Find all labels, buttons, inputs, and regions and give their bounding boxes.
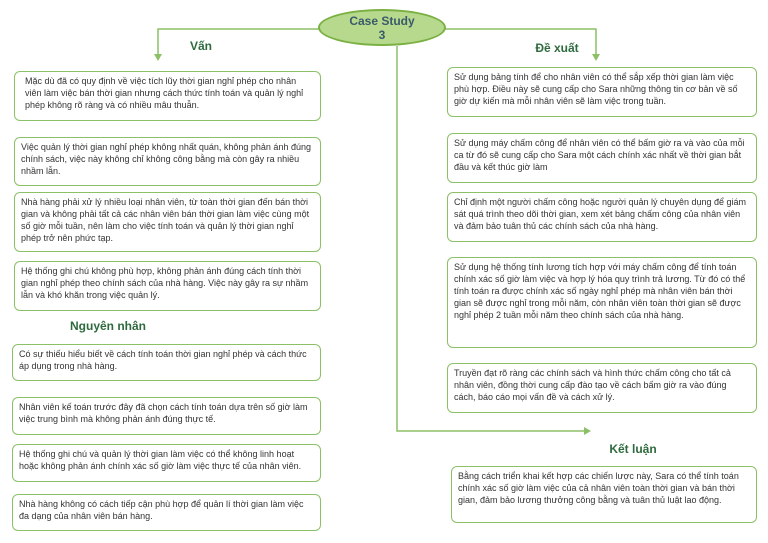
problem-box-3: Nhà hàng phải xử lý nhiều loại nhân viên, từ toàn thời gian đến bán thời gian và không phải tất cả các nhân viên bán thời gian làm việc cùng một số giờ mỗi tuần, nên làm cho việc tính toán và quản lý thời gian nghỉ phép trở nên phức tạp. <box>14 192 321 252</box>
conclusion-heading: Kết luận <box>609 442 657 456</box>
problem-box-1: Mặc dù đã có quy định về việc tích lũy thời gian nghỉ phép cho nhân viên làm việc bán thời gian nhưng cách thức tính toán và quản lý nghỉ phép không rõ ràng và có nhiều mâu thuẫn. <box>14 71 321 121</box>
cause-box-1: Có sự thiếu hiểu biết về cách tính toán thời gian nghỉ phép và cách thức áp dụng trong nhà hàng. <box>12 344 321 381</box>
proposal-box-4: Sử dụng hệ thống tính lương tích hợp với máy chấm công để tính toán chính xác số giờ làm việc và hợp lý hóa quy trình trả lương. Từ đó có thể tính toán ra được chính xác số ngày nghỉ phép mà nhân viên bán thời gian sẽ được nghỉ trong mỗi năm, còn nhân viên toàn thời gian sẽ được nghỉ phép 2 tuần mỗi năm theo chính sách của nhà hàng. <box>447 257 757 348</box>
central-topic-number: 3 <box>378 27 386 42</box>
problem-heading: Vấn <box>189 39 212 53</box>
cause-box-4: Nhà hàng không có cách tiếp cận phù hợp để quản lí thời gian làm việc đa dạng của nhân viên bán hàng. <box>12 494 321 531</box>
arrowhead-problem <box>154 54 162 61</box>
central-topic-title: Case Study <box>349 13 415 28</box>
proposal-box-3: Chỉ định một người chấm công hoặc người quản lý chuyên dụng để giám sát quá trình theo dõi thời gian, xem xét bảng chấm công của nhân viên và đảm bảo tuân thủ các chính sách của nhà hàng. <box>447 192 757 242</box>
arrowhead-conclusion <box>584 427 591 435</box>
cause-heading: Nguyên nhân <box>70 319 146 333</box>
central-topic-node[interactable] <box>318 9 446 46</box>
proposal-box-5: Truyền đạt rõ ràng các chính sách và hình thức chấm công cho tất cả nhân viên, đồng thời cung cấp đào tạo về cách bấm giờ ra vào đúng cách, báo cáo mọi vấn đề và cách xử lý. <box>447 363 757 413</box>
proposal-box-2: Sử dụng máy chấm công để nhân viên có thể bấm giờ ra và vào của mỗi ca từ đó sẽ cung cấp cho Sara một cách chính xác nhất về thời gian bắt đầu và kết thúc giờ làm <box>447 133 757 183</box>
cause-box-3: Hệ thống ghi chú và quản lý thời gian làm việc có thể không linh hoạt hoặc không phản ánh chính xác số giờ làm việc thực tế của nhân viên. <box>12 444 321 482</box>
cause-box-2: Nhân viên kế toán trước đây đã chọn cách tính toán dựa trên số giờ làm việc trung bình mà không phản ánh đúng thực tế. <box>12 397 321 435</box>
problem-box-2: Việc quản lý thời gian nghỉ phép không nhất quán, không phản ánh đúng chính sách, việc này không chỉ không công bằng mà còn gây ra nhiều nhầm lẫn. <box>14 137 321 186</box>
conclusion-box: Bằng cách triển khai kết hợp các chiến lược này, Sara có thể tính toán chính xác số giờ làm việc của cả nhân viên toàn thời gian và bán thời gian, đảm bảo lương thưởng công bằng và tuân thủ luật lao động. <box>451 466 757 523</box>
proposal-box-1: Sử dụng bảng tính để cho nhân viên có thể sắp xếp thời gian làm việc phù hợp. Điều này sẽ cung cấp cho Sara những thông tin cơ bản về số giờ dự kiến mà mỗi nhân viên sẽ làm việc trong tuần. <box>447 67 757 117</box>
arrowhead-proposal <box>592 54 600 61</box>
proposal-heading: Đề xuất <box>535 41 579 55</box>
problem-box-4: Hệ thống ghi chú không phù hợp, không phản ánh đúng cách tính thời gian nghỉ phép theo chính sách của nhà hàng. Việc này gây ra sự nhầm lẫn và khó khăn trong việc quản lý. <box>14 261 321 311</box>
